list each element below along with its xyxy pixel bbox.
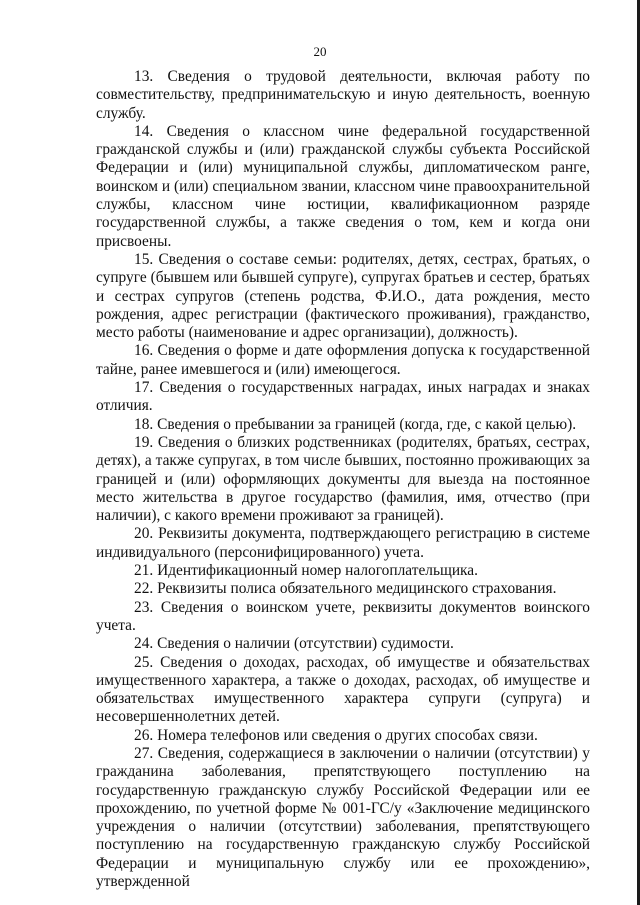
paragraph-20: 20. Реквизиты документа, подтверждающего регистрацию в системе индивидуального (персонифицированного) учета. [96, 525, 590, 561]
paragraph-18: 18. Сведения о пребывании за границей (когда, где, с какой целью). [134, 415, 577, 433]
paragraph-14: 14. Сведения о классном чине федеральной государственной гражданской службы и (или) гражданской службы субъекта Российской Федерации и (или) муниципальной службы, дипломатическом ранге, воинском и (или) специальном звании, классном чине правоохранительной службы, классном чине юстиции, квалификационном разряде государственной службы, а также сведения о том, кем и когда они присвоены. [96, 122, 590, 250]
paragraph-19: 19. Сведения о близких родственниках (родителях, братьях, сестрах, детях), а также супругах, в том числе бывших, постоянно проживающих за границей и (или) оформляющих документы для выезда на постоянное место жительства в другое государство (фамилия, имя, отчество (при наличии), с какого времени проживают за границей). [96, 433, 590, 525]
page-number: 20 [313, 44, 327, 59]
paragraph-21: 21. Идентификационный номер налогоплательщика. [134, 562, 478, 580]
paragraph-26: 26. Номера телефонов или сведения о других способах связи. [134, 726, 538, 744]
paragraph-23: 23. Сведения о воинском учете, реквизиты документов воинского учета. [96, 598, 590, 634]
paragraph-27: 27. Сведения, содержащиеся в заключении о наличии (отсутствии) у гражданина заболевания, препятствующего поступлению на государственную гражданскую службу Российской Федерации или ее прохождению, по учетной форме № 001-ГС/у «Заключение медицинского учреждения о наличии (отсутствии) заболевания, препятствующего поступлению на государственную гражданскую службу Российской Федерации и муниципальную службу или ее прохождению», утвержденной [96, 744, 590, 891]
paragraph-16: 16. Сведения о форме и дате оформления допуска к государственной тайне, ранее имевшегося и (или) имеющегося. [96, 342, 590, 378]
paragraph-24: 24. Сведения о наличии (отсутствии) судимости. [134, 635, 454, 653]
paragraph-22: 22. Реквизиты полиса обязательного медицинского страхования. [134, 580, 557, 598]
paragraph-17: 17. Сведения о государственных наградах, иных наградах и знаках отличия. [96, 379, 590, 415]
paragraph-15: 15. Сведения о составе семьи: родителях, детях, сестрах, братьях, о супруге (бывшем или бывшей супруге), супругах братьев и сестер, братьях и сестрах супругов (степень родства, Ф.И.О., дата рождения, место рождения, адрес регистрации (фактического проживания), гражданство, место работы (наименование и адрес организации), должность). [96, 250, 590, 342]
paragraph-13: 13. Сведения о трудовой деятельности, включая работу по совместительству, предпринимательскую и иную деятельность, военную службу. [96, 68, 590, 122]
document-body [96, 68, 590, 891]
paragraph-25: 25. Сведения о доходах, расходах, об имуществе и обязательствах имущественного характера, а также о доходах, расходах, об имуществе и обязательствах имущественного характера супруги (супруга) и несовершеннолетних детей. [96, 653, 590, 726]
